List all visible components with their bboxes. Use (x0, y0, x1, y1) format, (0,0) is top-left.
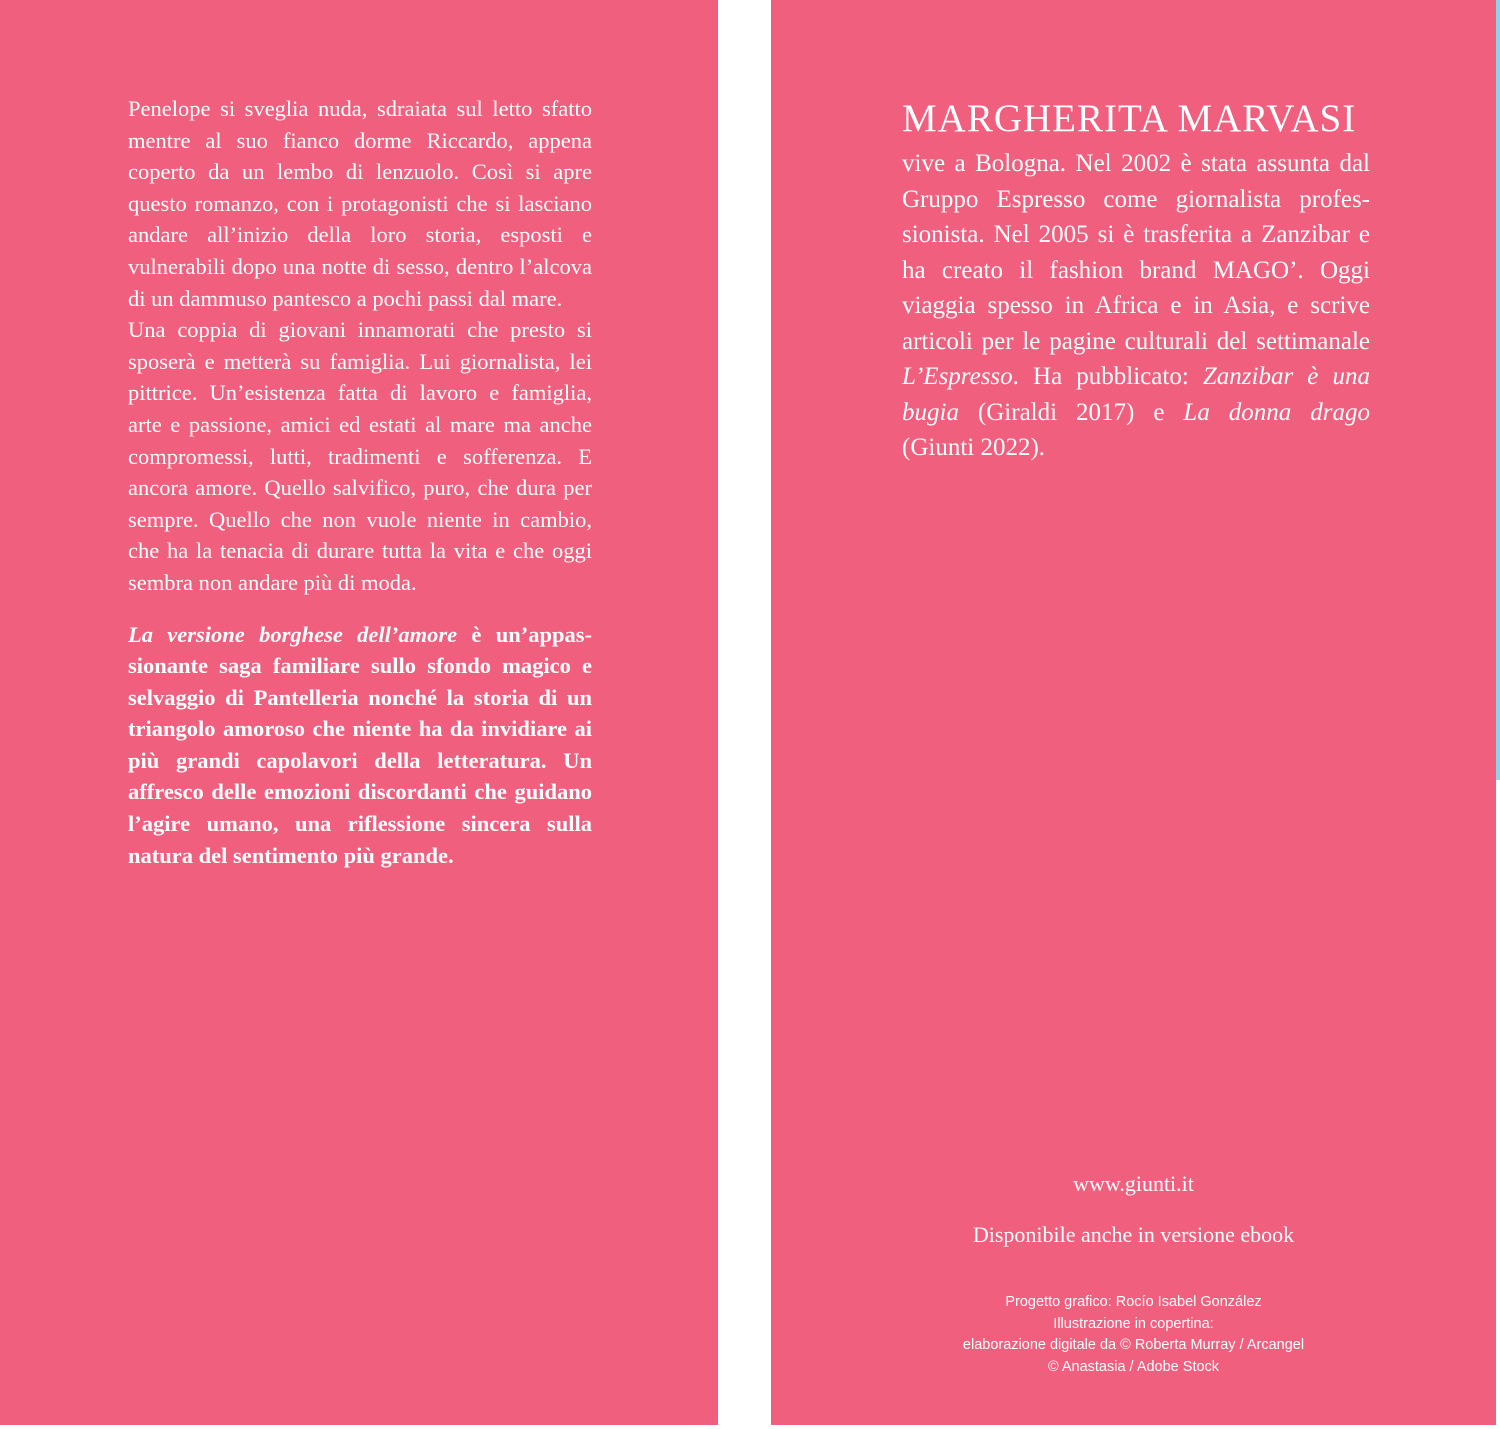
blurb-paragraph-2: Una coppia di giovani innamorati che presto si sposerà e metterà su famiglia. Lui giornalista, lei pittrice. Un’esistenza fatta di lavoro e famiglia, arte e passione, amici ed estati al mare ma anche compromessi, lutti, tradimenti e sofferenza. E ancora amore. Quello salvifico, puro, che dura per sempre. Quello che non vuole niente in cambio, che ha la tenacia di durare tutta la vita e che oggi sembra non andare più di moda. (128, 317, 592, 595)
bio-text: . Ha pubblicato: (1012, 363, 1203, 390)
bio-text: vive a Bologna. Nel 2002 è stata assunta dal Gruppo Espresso come giornalista professionista. Nel 2005 si è trasferita a Zanzibar e ha creato il fashion brand MAGO’. Oggi viaggia spesso in Africa e in Asia, e scrive articoli per le pagine culturali del settimanale (902, 150, 1370, 355)
publisher-website: www.giunti.it (1073, 1171, 1194, 1196)
edge-strip-right (1496, 0, 1500, 780)
back-cover-panel (0, 0, 718, 1425)
credit-line: Progetto grafico: Rocío Isabel González (1005, 1294, 1262, 1310)
blurb-text (128, 93, 592, 871)
flap-panel (771, 0, 1496, 1425)
magazine-title: L’Espresso (902, 363, 1013, 390)
credits (771, 1292, 1496, 1378)
credit-line: elaborazione digitale da © Roberta Murray / Arcangel (962, 1337, 1305, 1353)
synopsis-paragraph (128, 619, 592, 872)
bio-text: (Giraldi 2017) e (958, 398, 1184, 426)
ebook-notice: Disponibile anche in versione ebook (972, 1222, 1295, 1247)
author-name: MARGHERITA MARVASI (902, 97, 1357, 140)
author-bio (902, 146, 1370, 466)
bio-text: (Giunti 2022). (902, 434, 1046, 461)
synopsis-text: è un’appassionante saga familiare sullo sfondo magico e selvaggio di Pantelleria nonché la storia di un triangolo amoroso che niente ha da invidiare ai più grandi capolavori della letteratura. Un affresco delle emozioni discordanti che guidano l’agire umano, una riflessione sincera sulla natura del sentimento più grande. (128, 621, 592, 868)
book-title: La versione borghese dell’amore (128, 621, 458, 647)
credit-line: Illustrazione in copertina: (1053, 1315, 1214, 1332)
book-title: Zanzibar è una bugia (902, 363, 1370, 426)
book-title: La donna drago (1183, 398, 1371, 426)
credit-line: © Anastasia / Adobe Stock (1047, 1358, 1220, 1375)
blurb-paragraph-1: Penelope si sveglia nuda, sdraiata sul letto sfatto mentre al suo fianco dorme Riccardo, appena coperto da un lembo di lenzuolo. Così si apre questo romanzo, con i protagonisti che si lasciano andare all’inizio della loro storia, esposti e vulnerabili dopo una notte di sesso, dentro l’alcova di un dammuso pantesco a pochi passi dal mare. (128, 96, 592, 311)
